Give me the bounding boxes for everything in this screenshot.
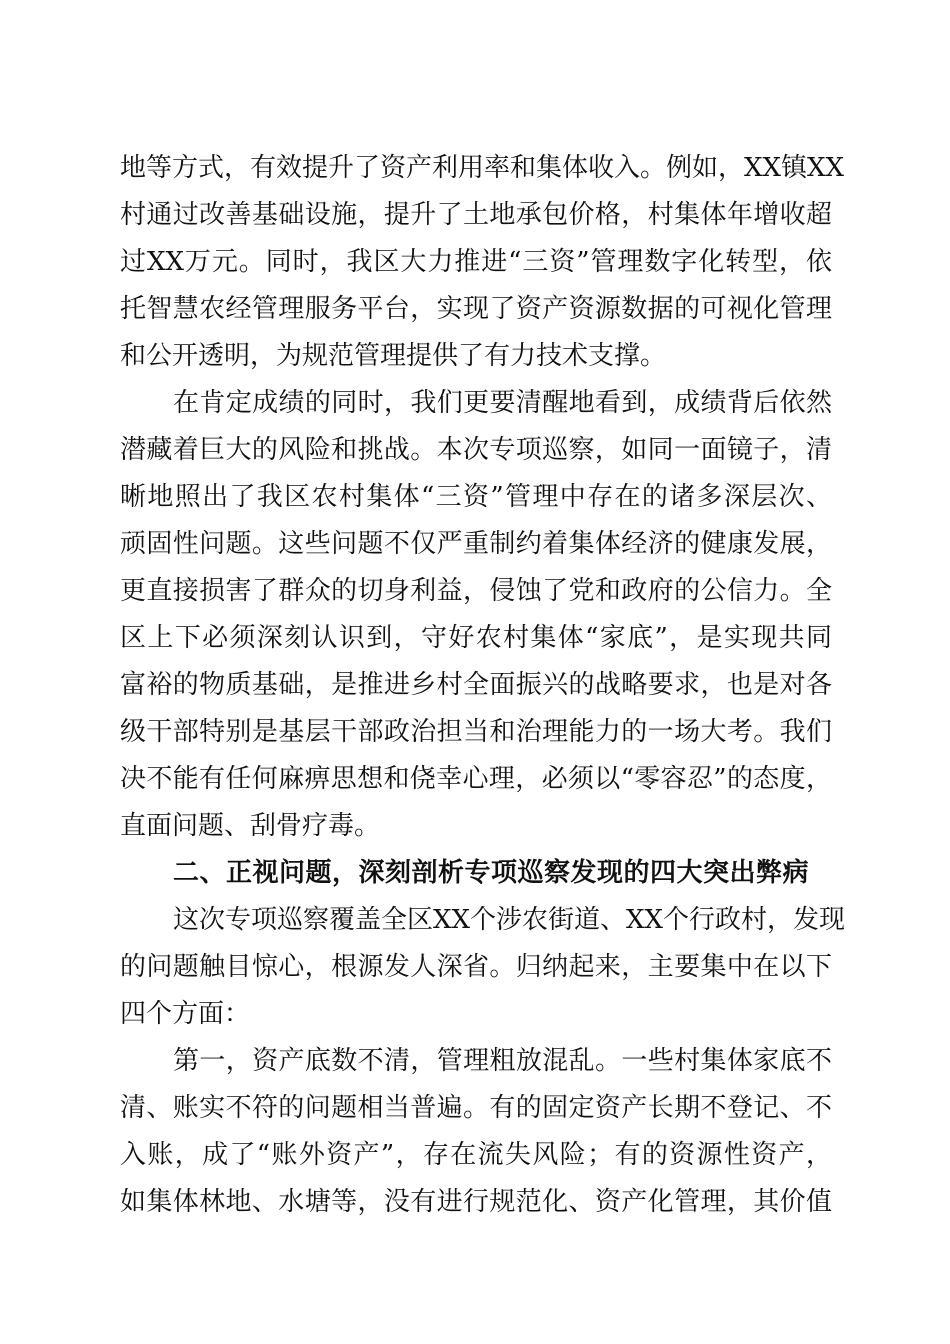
text-line: 村通过改善基础设施，提升了土地承包价格，村集体年增收超 [120, 200, 832, 230]
text-line: 这次专项巡察覆盖全区XX个涉农街道、XX个行政村，发现 [173, 905, 846, 935]
text-line: 托智慧农经管理服务平台，实现了资产资源数据的可视化管理 [120, 294, 832, 324]
text-line: 顽固性问题。这些问题不仅严重制约着集体经济的健康发展， [120, 529, 832, 559]
text-line: 四个方面： [120, 999, 251, 1029]
document-page [120, 145, 846, 1226]
text-line: 晰地照出了我区农村集体“三资”管理中存在的诸多深层次、 [120, 482, 832, 512]
text-line: 和公开透明，为规范管理提供了有力技术支撑。 [120, 341, 667, 371]
text-line: 直面问题、刮骨疗毒。 [120, 811, 381, 841]
text-line: 决不能有任何麻痹思想和侥幸心理，必须以“零容忍”的态度， [120, 764, 832, 794]
text-line: 第一，资产底数不清，管理粗放混乱。一些村集体家底不 [173, 1046, 832, 1076]
text-line: 级干部特别是基层干部政治担当和治理能力的一场大考。我们 [120, 717, 832, 747]
paragraph [120, 1038, 832, 1226]
text-line: 在肯定成绩的同时，我们更要清醒地看到，成绩背后依然 [173, 388, 832, 418]
paragraph [120, 380, 832, 850]
paragraph [120, 897, 846, 1038]
text-line: 如集体林地、水塘等，没有进行规范化、资产化管理，其价值 [120, 1187, 832, 1217]
section-heading [120, 850, 832, 897]
text-line: 清、账实不符的问题相当普遍。有的固定资产长期不登记、不 [120, 1093, 832, 1123]
text-line: 地等方式，有效提升了资产利用率和集体收入。例如，XX镇XX [120, 153, 845, 183]
text-line: 入账，成了“账外资产”，存在流失风险；有的资源性资产， [120, 1140, 832, 1170]
text-line: 区上下必须深刻认识到，守好农村集体“家底”，是实现共同 [120, 623, 832, 653]
text-line: 富裕的物质基础，是推进乡村全面振兴的战略要求，也是对各 [120, 670, 832, 700]
text-line: 二、正视问题，深刻剖析专项巡察发现的四大突出弊病 [173, 858, 810, 888]
text-line: 潜藏着巨大的风险和挑战。本次专项巡察，如同一面镜子，清 [120, 435, 832, 465]
text-line: 更直接损害了群众的切身利益，侵蚀了党和政府的公信力。全 [120, 576, 832, 606]
paragraph [120, 145, 845, 380]
text-line: 过XX万元。同时，我区大力推进“三资”管理数字化转型，依 [120, 247, 832, 277]
text-line: 的问题触目惊心，根源发人深省。归纳起来，主要集中在以下 [120, 952, 832, 982]
